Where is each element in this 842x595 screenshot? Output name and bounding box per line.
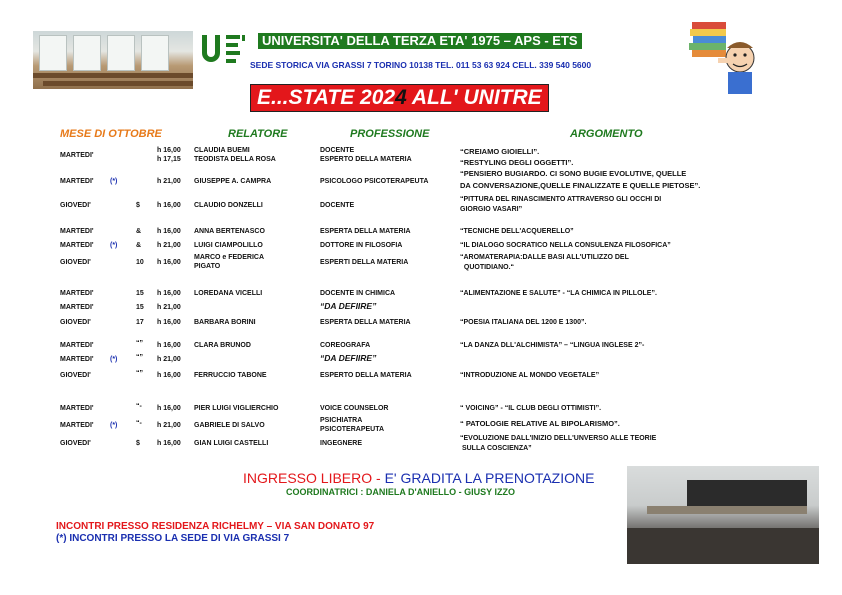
row-date: & — [136, 242, 142, 249]
row-professione: ESPERTA DELLA MATERIA — [320, 228, 411, 235]
row-time: h 16,00 — [157, 290, 181, 297]
row-professione: DOCENTE ESPERTO DELLA MATERIA — [320, 147, 412, 163]
row-argomento: “PITTURA DEL RINASCIMENTO ATTRAVERSO GLI OCCHI DI GIORGIO VASARI” — [460, 196, 662, 213]
row-date: 15 — [136, 304, 144, 311]
row-professione: PSICOLOGO PSICOTERAPEUTA — [320, 178, 429, 185]
row-day: MARTEDI' — [60, 405, 94, 412]
row-day: GIOVEDI' — [60, 319, 91, 326]
row-time: h 16,00 — [157, 405, 181, 412]
row-day: GIOVEDI' — [60, 259, 91, 266]
row-day: GIOVEDI' — [60, 372, 91, 379]
row-day: MARTEDI' — [60, 422, 94, 429]
row-argomento: “CREIAMO GIOIELLI”. “RESTYLING DEGLI OGGETTI”. — [460, 147, 574, 167]
row-time: h 16,00 — [157, 202, 181, 209]
row-argomento: “PENSIERO BUGIARDO. CI SONO BUGIE EVOLUTIVE, QUELLE DA CONVERSAZIONE,QUELLE FINALIZZATE E QUELLE PIETOSE”. — [460, 169, 701, 190]
row-date: 17 — [136, 319, 144, 326]
address-line: SEDE STORICA VIA GRASSI 7 TORINO 10138 TEL. 011 53 63 924 CELL. 339 540 5600 — [250, 60, 592, 70]
row-relatore: BARBARA BORINI — [194, 319, 256, 326]
row-relatore: PIER LUIGI VIGLIERCHIO — [194, 405, 279, 412]
row-date: 10 — [136, 259, 144, 266]
row-time: h 16,00 — [157, 342, 181, 349]
row-argomento: “TECNICHE DELL'ACQUERELLO” — [460, 228, 574, 235]
row-time: h 21,00 — [157, 304, 181, 311]
row-date: & — [136, 228, 142, 235]
row-professione: DOCENTE — [320, 202, 355, 209]
row-date: $ — [136, 202, 140, 209]
row-relatore: LUIGI CIAMPOLILLO — [194, 242, 263, 249]
relatore-header: RELATORE — [228, 128, 288, 140]
row-professione: PSICHIATRA PSICOTERAPEUTA — [320, 417, 385, 433]
row-day: MARTEDI' — [60, 178, 94, 185]
conference-photo — [627, 466, 819, 564]
row-day: GIOVEDI' — [60, 202, 91, 209]
row-day: MARTEDI' — [60, 152, 94, 159]
row-time: h 16,00 — [157, 319, 181, 326]
unitre-logo — [200, 33, 248, 65]
classroom-photo — [33, 31, 193, 89]
row-time: h 16,00 — [157, 372, 181, 379]
row-date: “- — [136, 420, 142, 427]
row-argomento: “ VOICING” - “IL CLUB DEGLI OTTIMISTI”. — [460, 405, 602, 412]
row-professione: DOTTORE IN FILOSOFIA — [320, 242, 403, 249]
row-argomento: “POESIA ITALIANA DEL 1200 E 1300”. — [460, 319, 587, 326]
banner-text-end: ALL' UNITRE — [406, 86, 542, 109]
row-relatore: CLARA BRUNOD — [194, 342, 251, 349]
row-professione: COREOGRAFA — [320, 342, 371, 349]
month-header: MESE DI OTTOBRE — [60, 128, 162, 140]
row-sede-mark: (*) — [110, 356, 118, 363]
row-day: MARTEDI' — [60, 356, 94, 363]
banner-text-start: E...STATE 202 — [257, 86, 396, 109]
row-relatore: GABRIELE DI SALVO — [194, 422, 265, 429]
row-time: h 21,00 — [157, 178, 181, 185]
row-professione: INGEGNERE — [320, 440, 363, 447]
coordinators: COORDINATRICI : DANIELA D'ANIELLO - GIUSY IZZO — [286, 487, 515, 497]
row-day: MARTEDI' — [60, 304, 94, 311]
row-sede-mark: (*) — [110, 178, 118, 185]
venue-note-grassi: (*) INCONTRI PRESSO LA SEDE DI VIA GRASSI 7 — [56, 533, 290, 544]
row-sede-mark: (*) — [110, 422, 118, 429]
row-date: “” — [136, 340, 143, 347]
row-relatore: GIAN LUIGI CASTELLI — [194, 440, 269, 447]
row-relatore: CLAUDIO DONZELLI — [194, 202, 263, 209]
row-time: h 21,00 — [157, 356, 181, 363]
row-argomento: “ PATOLOGIE RELATIVE AL BIPOLARISMO”. — [460, 419, 620, 428]
row-time: h 16,00 — [157, 259, 181, 266]
row-date: “- — [136, 403, 142, 410]
row-relatore: MARCO e FEDERICA PIGATO — [194, 254, 265, 270]
row-day: MARTEDI' — [60, 242, 94, 249]
row-day: MARTEDI' — [60, 342, 94, 349]
event-banner — [250, 84, 549, 112]
row-day: MARTEDI' — [60, 290, 94, 297]
row-sede-mark: (*) — [110, 242, 118, 249]
row-relatore: LOREDANA VICELLI — [194, 290, 263, 297]
row-day: MARTEDI' — [60, 228, 94, 235]
row-relatore: GIUSEPPE A. CAMPRA — [194, 178, 272, 185]
argomento-header: ARGOMENTO — [570, 128, 643, 140]
row-professione: “DA DEFIIRE” — [320, 301, 377, 311]
banner-digit: 4 — [395, 86, 407, 109]
row-date: $ — [136, 440, 140, 447]
row-argomento: “INTRODUZIONE AL MONDO VEGETALE” — [460, 372, 600, 379]
row-argomento: “LA DANZA DLL'ALCHIMISTA” – “LINGUA INGLESE 2”- — [460, 342, 645, 349]
booking-text: E' GRADITA LA PRENOTAZIONE — [384, 470, 595, 486]
free-entry-text: INGRESSO LIBERO - — [243, 470, 385, 486]
row-relatore: ANNA BERTENASCO — [194, 228, 265, 235]
row-professione: VOICE COUNSELOR — [320, 405, 389, 412]
row-relatore: FERRUCCIO TABONE — [194, 372, 267, 379]
university-title: UNIVERSITA' DELLA TERZA ETA' 1975 – APS - ETS — [258, 33, 582, 49]
row-date: “” — [136, 354, 143, 361]
row-argomento: “IL DIALOGO SOCRATICO NELLA CONSULENZA FILOSOFICA” — [460, 242, 671, 249]
row-time: h 16,00 — [157, 440, 181, 447]
row-relatore: CLAUDIA BUEMI TEODISTA DELLA ROSA — [194, 147, 276, 163]
row-argomento: “EVOLUZIONE DALL'INIZIO DELL'UNVERSO ALLE TEORIE SULLA COSCIENZA” — [460, 435, 657, 452]
row-date: “” — [136, 370, 143, 377]
row-professione: ESPERTO DELLA MATERIA — [320, 372, 412, 379]
row-time: h 21,00 — [157, 422, 181, 429]
row-time: h 16,00 h 17,15 — [157, 147, 181, 163]
row-date: 15 — [136, 290, 144, 297]
professione-header: PROFESSIONE — [350, 128, 430, 140]
row-day: GIOVEDI' — [60, 440, 91, 447]
student-with-books-illustration — [684, 18, 770, 104]
row-professione: ESPERTI DELLA MATERIA — [320, 259, 409, 266]
row-argomento: “AROMATERAPIA:DALLE BASI ALL'UTILIZZO DEL QUOTIDIANO.“ — [460, 254, 629, 271]
row-professione: “DA DEFIIRE” — [320, 353, 377, 363]
row-argomento: “ALIMENTAZIONE E SALUTE” - “LA CHIMICA IN PILLOLE”. — [460, 290, 657, 297]
entry-notice — [243, 470, 594, 486]
row-time: h 16,00 — [157, 228, 181, 235]
row-professione: DOCENTE IN CHIMICA — [320, 290, 396, 297]
venue-note-richelmy: INCONTRI PRESSO RESIDENZA RICHELMY – VIA SAN DONATO 97 — [56, 521, 375, 532]
row-time: h 21,00 — [157, 242, 181, 249]
row-professione: ESPERTA DELLA MATERIA — [320, 319, 411, 326]
